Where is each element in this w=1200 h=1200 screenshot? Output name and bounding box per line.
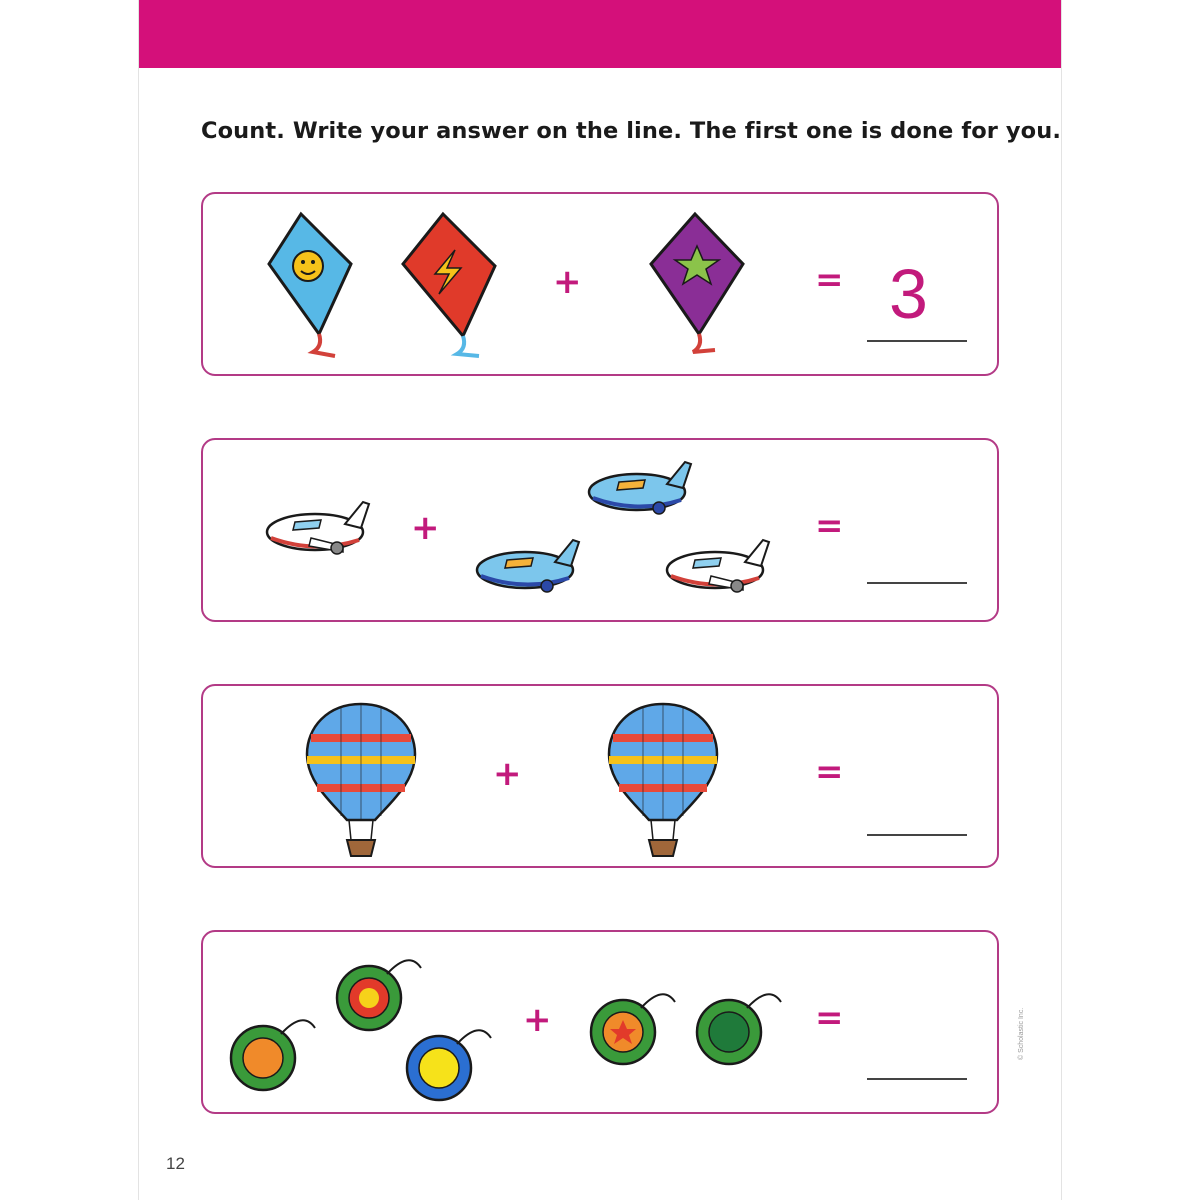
airplane-icon	[267, 502, 369, 554]
answer-line[interactable]	[867, 582, 967, 584]
kite-star-icon	[651, 214, 743, 352]
problem-1-box	[201, 192, 999, 376]
kite-smiley-icon	[269, 214, 351, 356]
yoyo-red-icon	[337, 960, 421, 1030]
equals-sign: =	[815, 260, 844, 300]
answer-value: 3	[889, 255, 928, 333]
airplanes-illustration	[203, 440, 1001, 624]
balloons-illustration	[203, 686, 1001, 870]
airplane-icon	[589, 462, 691, 514]
plus-sign: +	[553, 262, 582, 302]
answer-line[interactable]	[867, 834, 967, 836]
copyright-text: © Scholastic Inc.	[1018, 1007, 1025, 1060]
problem-3-box	[201, 684, 999, 868]
equals-sign: =	[815, 506, 844, 546]
answer-line[interactable]	[867, 340, 967, 342]
airplane-icon	[477, 540, 579, 592]
instructions-text: Count. Write your answer on the line. The first one is done for you.	[201, 118, 1062, 144]
airplane-icon	[667, 540, 769, 592]
yoyo-orange-icon	[231, 1020, 315, 1090]
plus-sign: +	[411, 508, 440, 548]
problem-2-box	[201, 438, 999, 622]
page-number: 12	[166, 1154, 185, 1173]
yoyo-blue-icon	[407, 1030, 491, 1100]
problem-4-box	[201, 930, 999, 1114]
yoyo-star-icon	[591, 994, 675, 1064]
yoyo-green-icon	[697, 994, 781, 1064]
equals-sign: =	[815, 998, 844, 1038]
hot-air-balloon-icon	[307, 704, 415, 856]
equals-sign: =	[815, 752, 844, 792]
hot-air-balloon-icon	[609, 704, 717, 856]
plus-sign: +	[493, 754, 522, 794]
kite-lightning-icon	[403, 214, 495, 356]
header-bar	[139, 0, 1061, 68]
plus-sign: +	[523, 1000, 552, 1040]
answer-line[interactable]	[867, 1078, 967, 1080]
yoyos-illustration	[203, 932, 1001, 1116]
kites-illustration	[203, 194, 1001, 378]
worksheet-page	[138, 0, 1062, 1200]
